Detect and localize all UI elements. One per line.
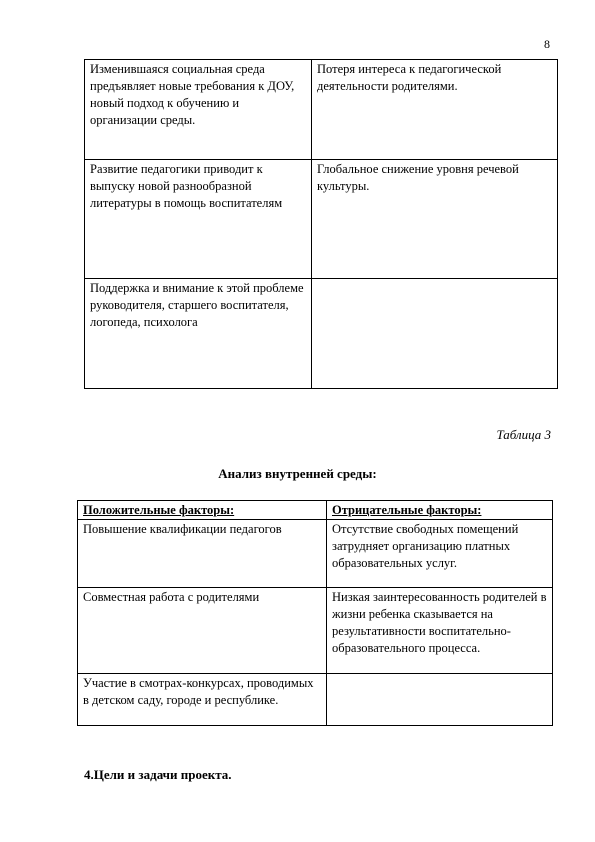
header-negative-factors: Отрицательные факторы: — [327, 501, 553, 520]
environment-factors-table — [84, 59, 558, 389]
table-row — [78, 520, 553, 588]
table-cell-right: Низкая заинтересованность родителей в жизни ребенка сказывается на результативности воспитательно-образовательного процесса. — [327, 588, 553, 674]
table-cell-left: Повышение квалификации педагогов — [78, 520, 327, 588]
table-cell-right — [327, 674, 553, 726]
section-heading: 4.Цели и задачи проекта. — [84, 767, 232, 782]
internal-environment-table — [77, 500, 553, 726]
table-row — [85, 60, 558, 160]
table-cell-left: Участие в смотрах-конкурсах, проводимых в детском саду, городе и республике. — [78, 674, 327, 726]
table-cell-right: Глобальное снижение уровня речевой культуры. — [312, 160, 558, 279]
table-cell-right: Потеря интереса к педагогической деятельности родителями. — [312, 60, 558, 160]
table-cell-left: Поддержка и внимание к этой проблеме руководителя, старшего воспитателя, логопеда, психолога — [85, 279, 312, 389]
table-caption-label: Таблица 3 — [496, 427, 551, 442]
table-cell-right: Отсутствие свободных помещений затрудняет организацию платных образовательных услуг. — [327, 520, 553, 588]
table-row — [85, 160, 558, 279]
header-positive-factors: Положительные факторы: — [78, 501, 327, 520]
table-row — [78, 588, 553, 674]
table-title: Анализ внутренней среды: — [218, 466, 377, 481]
table-cell-left: Совместная работа с родителями — [78, 588, 327, 674]
table-cell-right — [312, 279, 558, 389]
table-cell-left: Развитие педагогики приводит к выпуску новой разнообразной литературы в помощь воспитателям — [85, 160, 312, 279]
table-row — [78, 674, 553, 726]
page-number: 8 — [544, 37, 550, 51]
table-row — [85, 279, 558, 389]
table-header-row — [78, 501, 553, 520]
table-cell-left: Изменившаяся социальная среда предъявляет новые требования к ДОУ, новый подход к обучению и организации среды. — [85, 60, 312, 160]
